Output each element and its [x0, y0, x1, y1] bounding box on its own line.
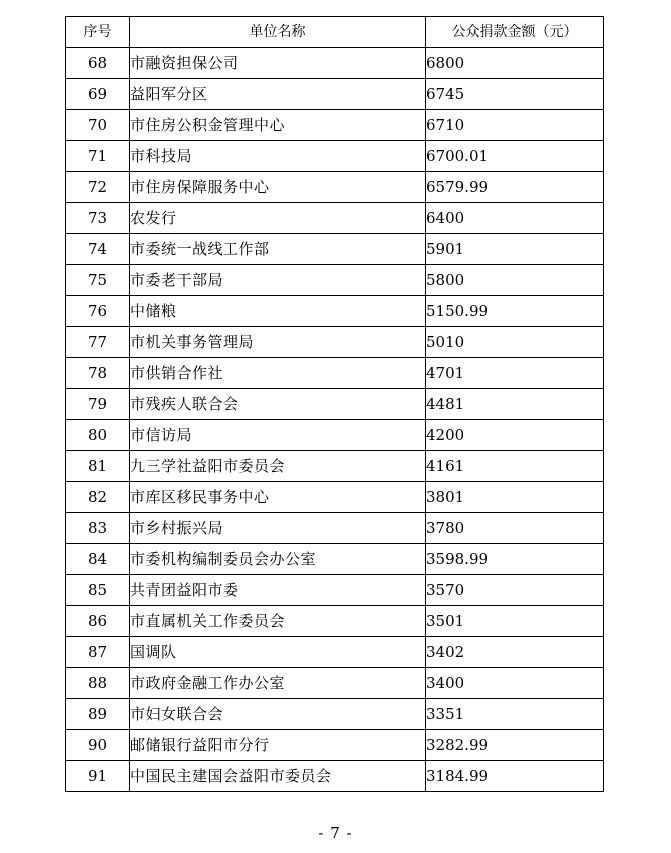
amount-cell: 3780 [426, 513, 604, 544]
seq-cell: 68 [66, 48, 130, 79]
table-row [66, 544, 604, 575]
unit-name-cell: 邮储银行益阳市分行 [130, 730, 426, 761]
seq-cell: 84 [66, 544, 130, 575]
unit-name-cell: 市住房公积金管理中心 [130, 110, 426, 141]
unit-name-cell: 九三学社益阳市委员会 [130, 451, 426, 482]
table-row [66, 172, 604, 203]
seq-cell: 82 [66, 482, 130, 513]
page-number: - 7 - [318, 824, 353, 842]
seq-cell: 70 [66, 110, 130, 141]
unit-name-cell: 国调队 [130, 637, 426, 668]
seq-cell: 89 [66, 699, 130, 730]
table-row [66, 265, 604, 296]
table-row [66, 79, 604, 110]
amount-cell: 6400 [426, 203, 604, 234]
seq-cell: 78 [66, 358, 130, 389]
unit-name-cell: 市融资担保公司 [130, 48, 426, 79]
amount-cell: 4200 [426, 420, 604, 451]
seq-cell: 77 [66, 327, 130, 358]
amount-cell: 6579.99 [426, 172, 604, 203]
unit-name-cell: 共青团益阳市委 [130, 575, 426, 606]
table-row [66, 575, 604, 606]
unit-name-cell: 市直属机关工作委员会 [130, 606, 426, 637]
table-body [66, 48, 604, 792]
amount-cell: 4161 [426, 451, 604, 482]
table-row [66, 296, 604, 327]
table-row [66, 48, 604, 79]
seq-cell: 69 [66, 79, 130, 110]
donation-table [65, 16, 604, 792]
amount-cell: 3501 [426, 606, 604, 637]
unit-name-cell: 市供销合作社 [130, 358, 426, 389]
seq-cell: 76 [66, 296, 130, 327]
seq-cell: 75 [66, 265, 130, 296]
amount-cell: 3184.99 [426, 761, 604, 792]
table-row [66, 203, 604, 234]
seq-cell: 83 [66, 513, 130, 544]
amount-cell: 5150.99 [426, 296, 604, 327]
table-row [66, 761, 604, 792]
header-unit-name: 单位名称 [130, 17, 426, 48]
amount-cell: 3598.99 [426, 544, 604, 575]
table-row [66, 234, 604, 265]
unit-name-cell: 市机关事务管理局 [130, 327, 426, 358]
unit-name-cell: 市委机构编制委员会办公室 [130, 544, 426, 575]
unit-name-cell: 市政府金融工作办公室 [130, 668, 426, 699]
unit-name-cell: 市妇女联合会 [130, 699, 426, 730]
amount-cell: 3570 [426, 575, 604, 606]
table-row [66, 513, 604, 544]
amount-cell: 5800 [426, 265, 604, 296]
unit-name-cell: 中储粮 [130, 296, 426, 327]
amount-cell: 5010 [426, 327, 604, 358]
table-row [66, 358, 604, 389]
table-row [66, 730, 604, 761]
unit-name-cell: 市住房保障服务中心 [130, 172, 426, 203]
unit-name-cell: 市委统一战线工作部 [130, 234, 426, 265]
seq-cell: 88 [66, 668, 130, 699]
table-row [66, 327, 604, 358]
seq-cell: 71 [66, 141, 130, 172]
header-row [66, 17, 604, 48]
seq-cell: 87 [66, 637, 130, 668]
amount-cell: 3351 [426, 699, 604, 730]
amount-cell: 3402 [426, 637, 604, 668]
unit-name-cell: 市委老干部局 [130, 265, 426, 296]
header-donation-amount: 公众捐款金额（元） [426, 17, 604, 48]
table-row [66, 389, 604, 420]
unit-name-cell: 农发行 [130, 203, 426, 234]
header-seq: 序号 [66, 17, 130, 48]
amount-cell: 6745 [426, 79, 604, 110]
unit-name-cell: 市库区移民事务中心 [130, 482, 426, 513]
unit-name-cell: 益阳军分区 [130, 79, 426, 110]
table-row [66, 482, 604, 513]
table-row [66, 110, 604, 141]
amount-cell: 6800 [426, 48, 604, 79]
amount-cell: 6710 [426, 110, 604, 141]
table-header [66, 17, 604, 48]
unit-name-cell: 中国民主建国会益阳市委员会 [130, 761, 426, 792]
amount-cell: 4481 [426, 389, 604, 420]
table-row [66, 699, 604, 730]
seq-cell: 80 [66, 420, 130, 451]
table-row [66, 420, 604, 451]
seq-cell: 85 [66, 575, 130, 606]
unit-name-cell: 市残疾人联合会 [130, 389, 426, 420]
unit-name-cell: 市信访局 [130, 420, 426, 451]
seq-cell: 72 [66, 172, 130, 203]
seq-cell: 73 [66, 203, 130, 234]
seq-cell: 74 [66, 234, 130, 265]
amount-cell: 3801 [426, 482, 604, 513]
seq-cell: 91 [66, 761, 130, 792]
seq-cell: 81 [66, 451, 130, 482]
table-row [66, 668, 604, 699]
seq-cell: 79 [66, 389, 130, 420]
unit-name-cell: 市乡村振兴局 [130, 513, 426, 544]
table-row [66, 606, 604, 637]
table-row [66, 141, 604, 172]
amount-cell: 6700.01 [426, 141, 604, 172]
amount-cell: 3282.99 [426, 730, 604, 761]
amount-cell: 3400 [426, 668, 604, 699]
amount-cell: 5901 [426, 234, 604, 265]
table-row [66, 637, 604, 668]
table-row [66, 451, 604, 482]
amount-cell: 4701 [426, 358, 604, 389]
unit-name-cell: 市科技局 [130, 141, 426, 172]
seq-cell: 86 [66, 606, 130, 637]
seq-cell: 90 [66, 730, 130, 761]
